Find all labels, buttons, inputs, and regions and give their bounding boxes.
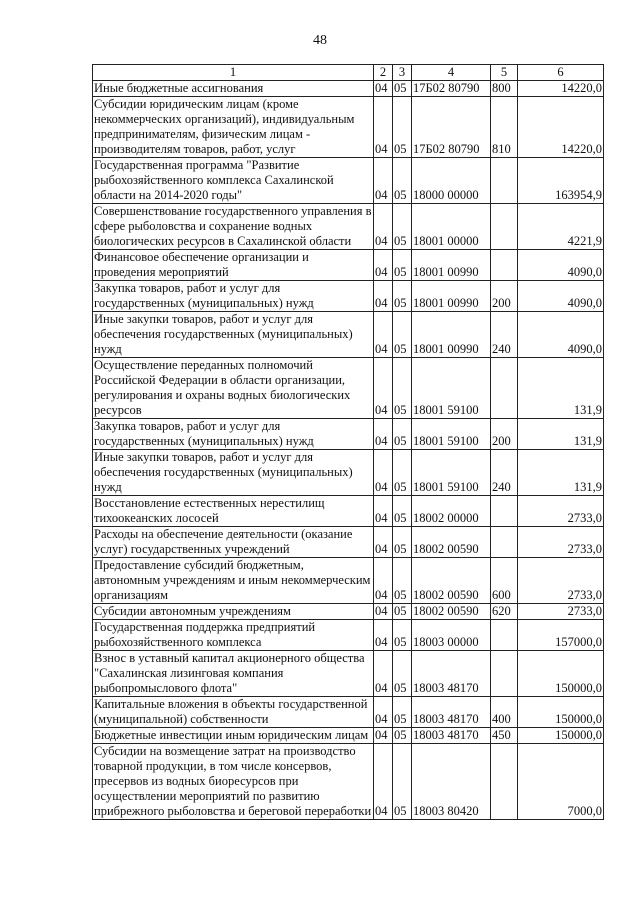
subsection-code: 05: [393, 651, 412, 697]
target-article-code: 18002 00590: [412, 558, 491, 604]
table-row: [93, 450, 604, 496]
section-code: 04: [374, 358, 393, 419]
section-code: 04: [374, 604, 393, 620]
subsection-code: 05: [393, 250, 412, 281]
target-article-code: 18001 00990: [412, 312, 491, 358]
column-header-4: 4: [412, 65, 491, 81]
table-row: [93, 158, 604, 204]
item-name: Субсидии на возмещение затрат на производство товарной продукции, в том числе консервов, пресервов из водных биоресурсов при осуществлении мероприятий по развитию прибрежного рыболовства и береговой переработки: [93, 744, 374, 820]
amount: 2733,0: [518, 604, 604, 620]
subsection-code: 05: [393, 496, 412, 527]
amount: 14220,0: [518, 81, 604, 97]
section-code: 04: [374, 744, 393, 820]
amount: 7000,0: [518, 744, 604, 820]
amount: 131,9: [518, 358, 604, 419]
table-row: [93, 697, 604, 728]
subsection-code: 05: [393, 697, 412, 728]
table-row: [93, 620, 604, 651]
item-name: Предоставление субсидий бюджетным, автономным учреждениям и иным некоммерческим организациям: [93, 558, 374, 604]
section-code: 04: [374, 697, 393, 728]
target-article-code: 18001 00990: [412, 281, 491, 312]
amount: 2733,0: [518, 496, 604, 527]
expense-type-code: 620: [491, 604, 518, 620]
item-name: Закупка товаров, работ и услуг для государственных (муниципальных) нужд: [93, 281, 374, 312]
column-header-2: 2: [374, 65, 393, 81]
column-header-6: 6: [518, 65, 604, 81]
table-row: [93, 744, 604, 820]
target-article-code: 18002 00000: [412, 496, 491, 527]
subsection-code: 05: [393, 97, 412, 158]
table-header-row: [93, 65, 604, 81]
section-code: 04: [374, 250, 393, 281]
table-body: [93, 81, 604, 820]
section-code: 04: [374, 558, 393, 604]
amount: 4090,0: [518, 250, 604, 281]
amount: 150000,0: [518, 697, 604, 728]
expense-type-code: [491, 158, 518, 204]
expense-type-code: 450: [491, 728, 518, 744]
item-name: Взнос в уставный капитал акционерного общества "Сахалинская лизинговая компания рыбопромыслового флота": [93, 651, 374, 697]
target-article-code: 18003 80420: [412, 744, 491, 820]
expense-type-code: [491, 527, 518, 558]
table-row: [93, 204, 604, 250]
expense-type-code: 800: [491, 81, 518, 97]
item-name: Закупка товаров, работ и услуг для государственных (муниципальных) нужд: [93, 419, 374, 450]
expense-type-code: 200: [491, 281, 518, 312]
target-article-code: 17Б02 80790: [412, 81, 491, 97]
item-name: Расходы на обеспечение деятельности (оказание услуг) государственных учреждений: [93, 527, 374, 558]
expense-type-code: 600: [491, 558, 518, 604]
target-article-code: 18001 59100: [412, 450, 491, 496]
subsection-code: 05: [393, 620, 412, 651]
item-name: Совершенствование государственного управления в сфере рыболовства и сохранение водных биологических ресурсов в Сахалинской области: [94, 204, 372, 248]
table-row: [93, 527, 604, 558]
expense-type-code: [491, 250, 518, 281]
target-article-code: 18003 48170: [412, 651, 491, 697]
section-code: 04: [374, 97, 393, 158]
target-article-code: 18001 00990: [412, 250, 491, 281]
target-article-code: 18002 00590: [412, 604, 491, 620]
budget-table: [92, 64, 604, 820]
target-article-code: 18001 59100: [412, 358, 491, 419]
column-header-1: 1: [93, 65, 374, 81]
section-code: 04: [374, 620, 393, 651]
expense-type-code: [491, 204, 518, 250]
table-row: [93, 728, 604, 744]
target-article-code: 18003 00000: [412, 620, 491, 651]
expense-type-code: [491, 744, 518, 820]
page-number: 48: [313, 33, 327, 48]
subsection-code: 05: [393, 419, 412, 450]
subsection-code: 05: [393, 204, 412, 250]
amount: 157000,0: [518, 620, 604, 651]
subsection-code: 05: [393, 728, 412, 744]
item-name: Иные бюджетные ассигнования: [93, 81, 374, 97]
expense-type-code: 240: [491, 450, 518, 496]
target-article-code: 18003 48170: [412, 728, 491, 744]
expense-type-code: 200: [491, 419, 518, 450]
subsection-code: 05: [393, 744, 412, 820]
subsection-code: 05: [393, 81, 412, 97]
table-row: [93, 358, 604, 419]
table-row: [93, 81, 604, 97]
table-row: [93, 604, 604, 620]
subsection-code: 05: [393, 604, 412, 620]
table-row: [93, 496, 604, 527]
table-row: [93, 651, 604, 697]
section-code: 04: [374, 450, 393, 496]
amount: 2733,0: [518, 558, 604, 604]
subsection-code: 05: [393, 358, 412, 419]
amount: 163954,9: [518, 158, 604, 204]
subsection-code: 05: [393, 312, 412, 358]
section-code: 04: [374, 81, 393, 97]
amount: 131,9: [518, 419, 604, 450]
subsection-code: 05: [393, 527, 412, 558]
target-article-code: 17Б02 80790: [412, 97, 491, 158]
expense-type-code: 810: [491, 97, 518, 158]
section-code: 04: [374, 527, 393, 558]
section-code: 04: [374, 281, 393, 312]
amount: 150000,0: [518, 728, 604, 744]
table-row: [93, 97, 604, 158]
target-article-code: 18001 59100: [412, 419, 491, 450]
amount: 2733,0: [518, 527, 604, 558]
item-name: Иные закупки товаров, работ и услуг для обеспечения государственных (муниципальных) нужд: [93, 312, 374, 358]
item-name: Финансовое обеспечение организации и проведения мероприятий: [93, 250, 374, 281]
table-row: [93, 250, 604, 281]
amount: 4090,0: [518, 312, 604, 358]
table-row: [93, 312, 604, 358]
section-code: 04: [374, 728, 393, 744]
column-header-3: 3: [393, 65, 412, 81]
item-name: Государственная поддержка предприятий рыбохозяйственного комплекса: [93, 620, 374, 651]
section-code: 04: [374, 651, 393, 697]
subsection-code: 05: [393, 281, 412, 312]
table-row: [93, 419, 604, 450]
section-code: 04: [374, 312, 393, 358]
amount: 131,9: [518, 450, 604, 496]
section-code: 04: [374, 204, 393, 250]
table-row: [93, 558, 604, 604]
item-name: Восстановление естественных нерестилищ тихоокеанских лососей: [93, 496, 374, 527]
item-name: Иные закупки товаров, работ и услуг для обеспечения государственных (муниципальных) нужд: [93, 450, 374, 496]
item-name: Осуществление переданных полномочий Российской Федерации в области организации, регулирования и охраны водных биологических ресурсов: [93, 358, 374, 419]
amount: 4221,9: [518, 204, 604, 250]
subsection-code: 05: [393, 558, 412, 604]
expense-type-code: [491, 651, 518, 697]
item-name: Капитальные вложения в объекты государственной (муниципальной) собственности: [93, 697, 374, 728]
amount: 150000,0: [518, 651, 604, 697]
expense-type-code: [491, 496, 518, 527]
target-article-code: 18000 00000: [412, 158, 491, 204]
target-article-code: 18003 48170: [412, 697, 491, 728]
expense-type-code: [491, 358, 518, 419]
section-code: 04: [374, 496, 393, 527]
subsection-code: 05: [393, 450, 412, 496]
item-name: Бюджетные инвестиции иным юридическим лицам: [93, 728, 374, 744]
column-header-5: 5: [491, 65, 518, 81]
amount: 14220,0: [518, 97, 604, 158]
subsection-code: 05: [393, 158, 412, 204]
target-article-code: 18002 00590: [412, 527, 491, 558]
table-row: [93, 281, 604, 312]
target-article-code: 18001 00000: [412, 204, 491, 250]
section-code: 04: [374, 158, 393, 204]
amount: 4090,0: [518, 281, 604, 312]
item-name: Субсидии автономным учреждениям: [93, 604, 374, 620]
expense-type-code: [491, 620, 518, 651]
item-name: Государственная программа "Развитие рыбохозяйственного комплекса Сахалинской области на 2014-2020 годы": [93, 158, 374, 204]
item-name: Субсидии юридическим лицам (кроме некоммерческих организаций), индивидуальным предпринимателям, физическим лицам - производителям товаров, работ, услуг: [93, 97, 374, 158]
expense-type-code: 240: [491, 312, 518, 358]
expense-type-code: 400: [491, 697, 518, 728]
section-code: 04: [374, 419, 393, 450]
